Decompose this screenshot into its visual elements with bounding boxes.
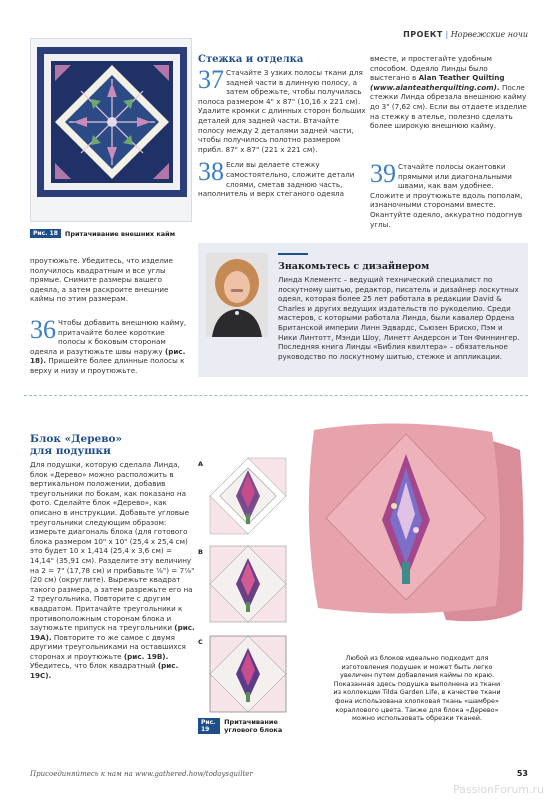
step-37-text: Стачайте 3 узких полосы ткани для задней части в длинную полосу, а затем обрежьте, чтобы получилась полоса размером 4" x 87" (10,16 x 221 см). Удалите кромки с длинных сторон больших деталей для задней части. Втачайте полосу между 2 деталями задней части, чтобы получилось полотно размером прибл. 87" x 87" (221 x 221 см). [198, 68, 366, 154]
tree-ref-1: (рис. 19А). [30, 623, 195, 642]
fig19-label-b: B [198, 548, 203, 556]
fig19-caption [198, 718, 298, 734]
fig19-diagrams [198, 452, 290, 712]
step-36 [30, 315, 190, 376]
step-37-number: 37 [198, 65, 224, 94]
step-38-text: Если вы делаете стежку самостоятельно, сложите детали слоями, сметав заднюю часть, наполнитель и верх стеганого одеяла [198, 160, 355, 199]
tree-p1: Для подушки, которую сделала Линда, блок «Дерево» можно расположить в вертикальном положении, добавив треугольники по бокам, как показано на фото. Сделайте блок «Дерево», как описано в инструкции. Добавьте угловые треугольники следующим образом: измерьте диагональ блока (для готового блока размером 10" x 10" (25,4 x 25,4 см) это будет 10 x 1,414 (25,4 x 3,6 см) = 14,14" (35,91 см). Разделите эту величину на 2 = 7" (17,78 см) и прибавьте ⅞") = 7⅞" (20 см) (округлите). Вырежьте квадрат такого размера, а затем разрежьте его на 2 треугольника. Повторите с другим квадратом. Притачайте треугольники к противоположным сторонам блока и заутюжьте припуск на треугольники [30, 460, 195, 633]
designer-rule-dots [278, 253, 308, 255]
step-39 [370, 159, 528, 229]
quilt-diagram [31, 39, 193, 223]
fig19-tag: Рис. 19 [198, 718, 220, 734]
tree-heading-1: Блок «Дерево» [30, 433, 123, 445]
photo-caption: Любой из блоков идеально подходит для изготовления подушек и может быть легко увеличен путем добавления каймы по краю. Показанная здесь подушка выполнена из ткани из коллекции Tilda Garden Life, в качестве ткани фона использована хлопковая ткань «шамбре» кораллового цвета. Также для блока «Дерево» можно использовать обрезки тканей. [333, 654, 501, 723]
step-36-ref: (рис. 18). [30, 346, 186, 366]
step-36-number: 36 [30, 315, 56, 344]
header-separator: | [445, 30, 449, 39]
step-36-text: Чтобы добавить внешнюю кайму, притачайте более короткие полосы к боковым сторонам одеяла и разутюжьте швы наружу [30, 318, 187, 356]
section-divider [24, 395, 528, 396]
page-header [403, 30, 528, 39]
col3-text-a3: После стежки Линда обрезала внешнюю кайму до 3" (7,62 см). Если вы отдаете изделие на стежку в ателье, полезно сделать более широкую внешнюю кайму. [370, 82, 527, 131]
tree-instructions [30, 460, 196, 681]
tree-ref-3: (рис. 19С). [30, 661, 179, 681]
quilt-figure [30, 38, 192, 222]
fig18-tag: Рис. 18 [30, 229, 61, 238]
designer-heading: Знакомьтесь с дизайнером [278, 261, 430, 272]
header-section: ПРОЕКТ [403, 30, 443, 39]
step-37 [198, 65, 366, 154]
step-36-text-b: Пришейте более длинные полосы к верху и низу и проутюжьте. [30, 356, 185, 375]
tree-block-diagram-a [208, 456, 288, 538]
step-39-number: 39 [370, 159, 396, 188]
pillow-photo [296, 410, 528, 740]
step-38 [198, 157, 366, 199]
header-title: Норвежские ночи [450, 30, 528, 39]
column-1-text [30, 256, 190, 304]
fig19-label-c: C [198, 638, 203, 646]
col3-quilting-name: Alan Teather Quilting [418, 73, 505, 83]
designer-photo [206, 253, 268, 337]
watermark: PassionForum.ru [453, 783, 544, 796]
col1-text: проутюжьте. Убедитесь, что изделие получилось квадратным и все углы прямые. Снимите размеры вашего одеяла, а затем раскроите внешние каймы по этим размерам. [30, 256, 173, 304]
tree-block-diagram-c [208, 634, 288, 716]
tree-p3: Убедитесь, что блок квадратный [30, 661, 158, 671]
tree-p2: Повторите то же самое с двумя другими треугольниками на оставшихся сторонах и проутюжьте [30, 632, 186, 661]
tree-block-diagram-b [208, 544, 288, 626]
footer-text[interactable]: Присоединяйтесь к нам на www.gathered.how/todaysquilter [30, 770, 253, 778]
stitching-heading: Стежка и отделка [198, 54, 304, 65]
fig19-caption-text: Притачивание углового блока [224, 718, 283, 734]
fig19-label-a: A [198, 460, 204, 468]
fig18-caption [30, 229, 175, 238]
portrait-image [206, 253, 268, 337]
tree-heading-2: для подушки [30, 445, 111, 457]
stitching-section [198, 54, 366, 199]
designer-panel [198, 243, 528, 377]
page-number: 53 [516, 769, 528, 778]
column-3-text [370, 54, 528, 131]
designer-text: Линда Клементс – ведущий технический специалист по лоскутному шитью, редактор, писатель и дизайнер лоскутных одеял, которая более 25 лет работала в редакции David & Charles и других ведущих издательств по рукоделию. Среди мастеров, с которыми работала Линда, были кавалер Ордена Британской империи Линн Эдвардс, Сьюзен Бриско, Пэм и Ники Линтотт, Мэнди Шоу, Линетт Андерсон и Тон Финнингер. Последняя книга Линды «Библия квилтера» – обязательное руководство по лоскутному шитью, стежке и аппликации. [278, 275, 520, 361]
tree-ref-2: (рис. 19В). [123, 651, 169, 661]
step-39-text: Стачайте полосы окантовки прямыми или диагональными швами, как вам удобнее. Сложите и проутюжьте вдоль пополам, изнаночными сторонами вместе. Окантуйте одеяло, аккуратно подогнув углы. [370, 162, 523, 229]
col3-text-a: вместе, и простегайте удобным способом. Одеяло Линды было выстегано в [370, 54, 492, 83]
tree-block-section [30, 433, 196, 681]
fig18-caption-text: Притачивание внешних кайм [64, 229, 176, 238]
step-38-number: 38 [198, 157, 224, 187]
col3-link[interactable]: (www.alanteatherquilting.com). [370, 82, 500, 92]
